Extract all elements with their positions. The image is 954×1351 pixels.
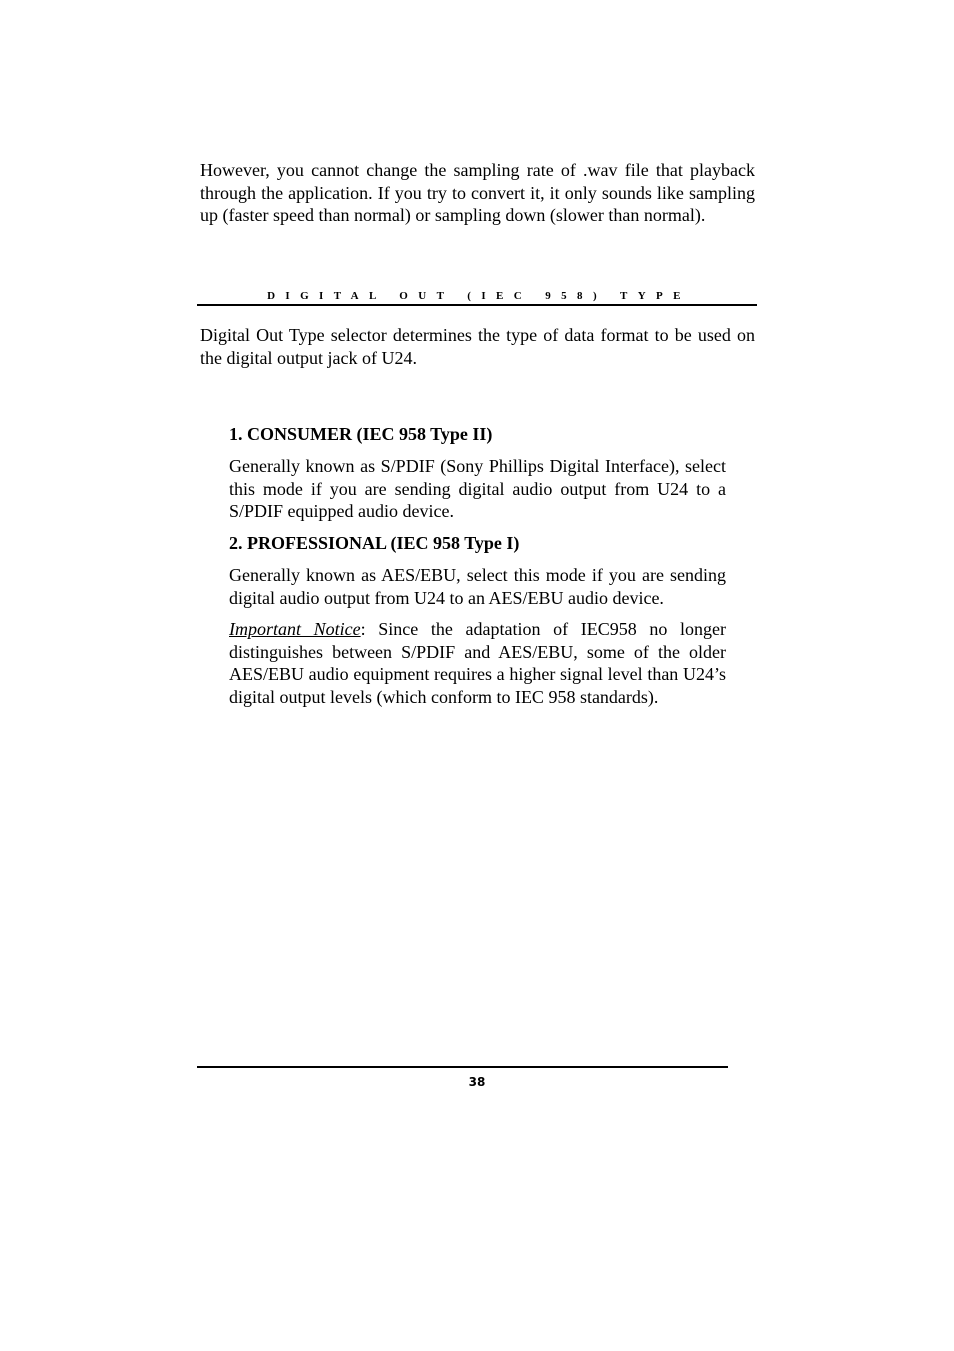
important-notice-separator: : <box>360 619 366 639</box>
page-number: 38 <box>468 1075 486 1089</box>
intro-paragraph: However, you cannot change the sampling rate of .wav file that playback through the application. If you try to convert it, it only sounds like sampling up (faster speed than normal) or sampling down (slower than normal). <box>200 160 755 226</box>
footer-divider <box>197 1066 728 1068</box>
consumer-mode-title: 1. CONSUMER (IEC 958 Type II) <box>229 424 493 444</box>
section-divider <box>197 304 757 306</box>
section-heading: DIGITAL OUT (IEC 958) TYPE <box>267 290 691 302</box>
professional-mode-description: Generally known as AES/EBU, select this mode if you are sending digital audio output from U24 to an AES/EBU audio device. <box>229 565 726 608</box>
important-notice <box>229 618 726 708</box>
important-notice-text: Since the adaptation of IEC958 no longer distinguishes between S/PDIF and AES/EBU, some of the older AES/EBU audio equipment requires a higher signal level than U24’s digital output levels (which conform to IEC 958 standards). <box>229 619 726 707</box>
section-description: Digital Out Type selector determines the type of data format to be used on the digital output jack of U24. <box>200 325 755 368</box>
consumer-mode-description: Generally known as S/PDIF (Sony Phillips Digital Interface), select this mode if you are sending digital audio output from U24 to a S/PDIF equipped audio device. <box>229 456 726 522</box>
professional-mode-title: 2. PROFESSIONAL (IEC 958 Type I) <box>229 533 520 553</box>
important-notice-label: Important Notice <box>229 619 361 639</box>
